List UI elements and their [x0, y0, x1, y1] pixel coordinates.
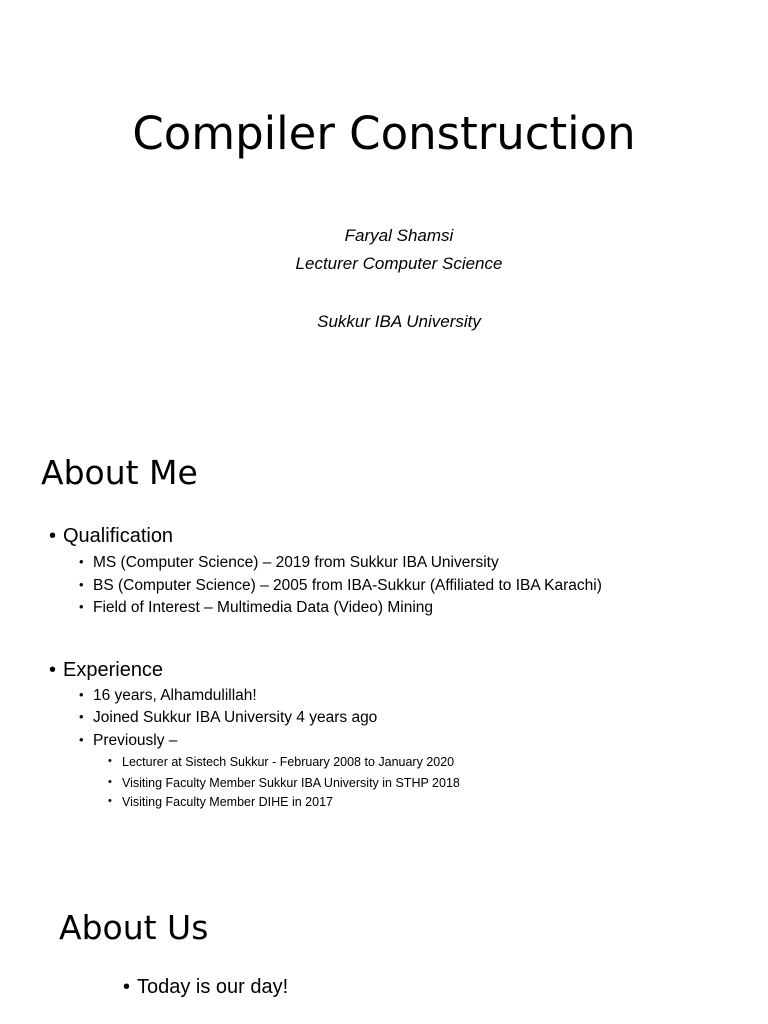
list-item-text: Joined Sukkur IBA University 4 years ago: [93, 709, 378, 726]
title-slide: [0, 0, 768, 400]
list-item-text: Visiting Faculty Member DIHE in 2017: [122, 795, 333, 809]
bullet-dot: •: [79, 732, 84, 747]
list-item-text: MS (Computer Science) – 2019 from Sukkur IBA University: [93, 554, 499, 571]
author-role: Lecturer Computer Science: [295, 254, 503, 273]
bullet-dot: •: [79, 577, 84, 592]
bullet-dot: •: [108, 776, 112, 788]
bullet-dot: •: [123, 976, 131, 998]
slide-title: About Me: [41, 453, 198, 492]
list-item-text: 16 years, Alhamdulillah!: [93, 687, 257, 704]
bullet-label: Qualification: [63, 525, 174, 547]
bullet-dot: •: [49, 525, 57, 547]
bullet-dot: •: [79, 687, 84, 702]
slide-title: About Us: [59, 908, 209, 947]
about-us-slide: [0, 858, 768, 1024]
bullet-label: Experience: [63, 659, 164, 681]
bullet-dot: •: [49, 659, 57, 681]
author-institution: Sukkur IBA University: [317, 312, 481, 331]
bullet-dot: •: [79, 554, 84, 569]
bullet-dot: •: [108, 755, 112, 767]
about-me-slide: [0, 400, 768, 858]
bullet-dot: •: [79, 709, 84, 724]
bullet-dot: •: [79, 599, 84, 614]
author-name: Faryal Shamsi: [344, 226, 454, 245]
list-item-text: Field of Interest – Multimedia Data (Video) Mining: [93, 599, 434, 616]
list-item-text: Today is our day!: [137, 976, 289, 998]
list-item-text: BS (Computer Science) – 2005 from IBA-Sukkur (Affiliated to IBA Karachi): [93, 577, 602, 594]
bullet-dot: •: [108, 795, 112, 807]
presentation-title: Compiler Construction: [132, 107, 636, 160]
list-item-text: Previously –: [93, 732, 178, 749]
list-item-text: Lecturer at Sistech Sukkur - February 2008 to January 2020: [122, 755, 455, 769]
list-item-text: Visiting Faculty Member Sukkur IBA University in STHP 2018: [122, 776, 460, 790]
